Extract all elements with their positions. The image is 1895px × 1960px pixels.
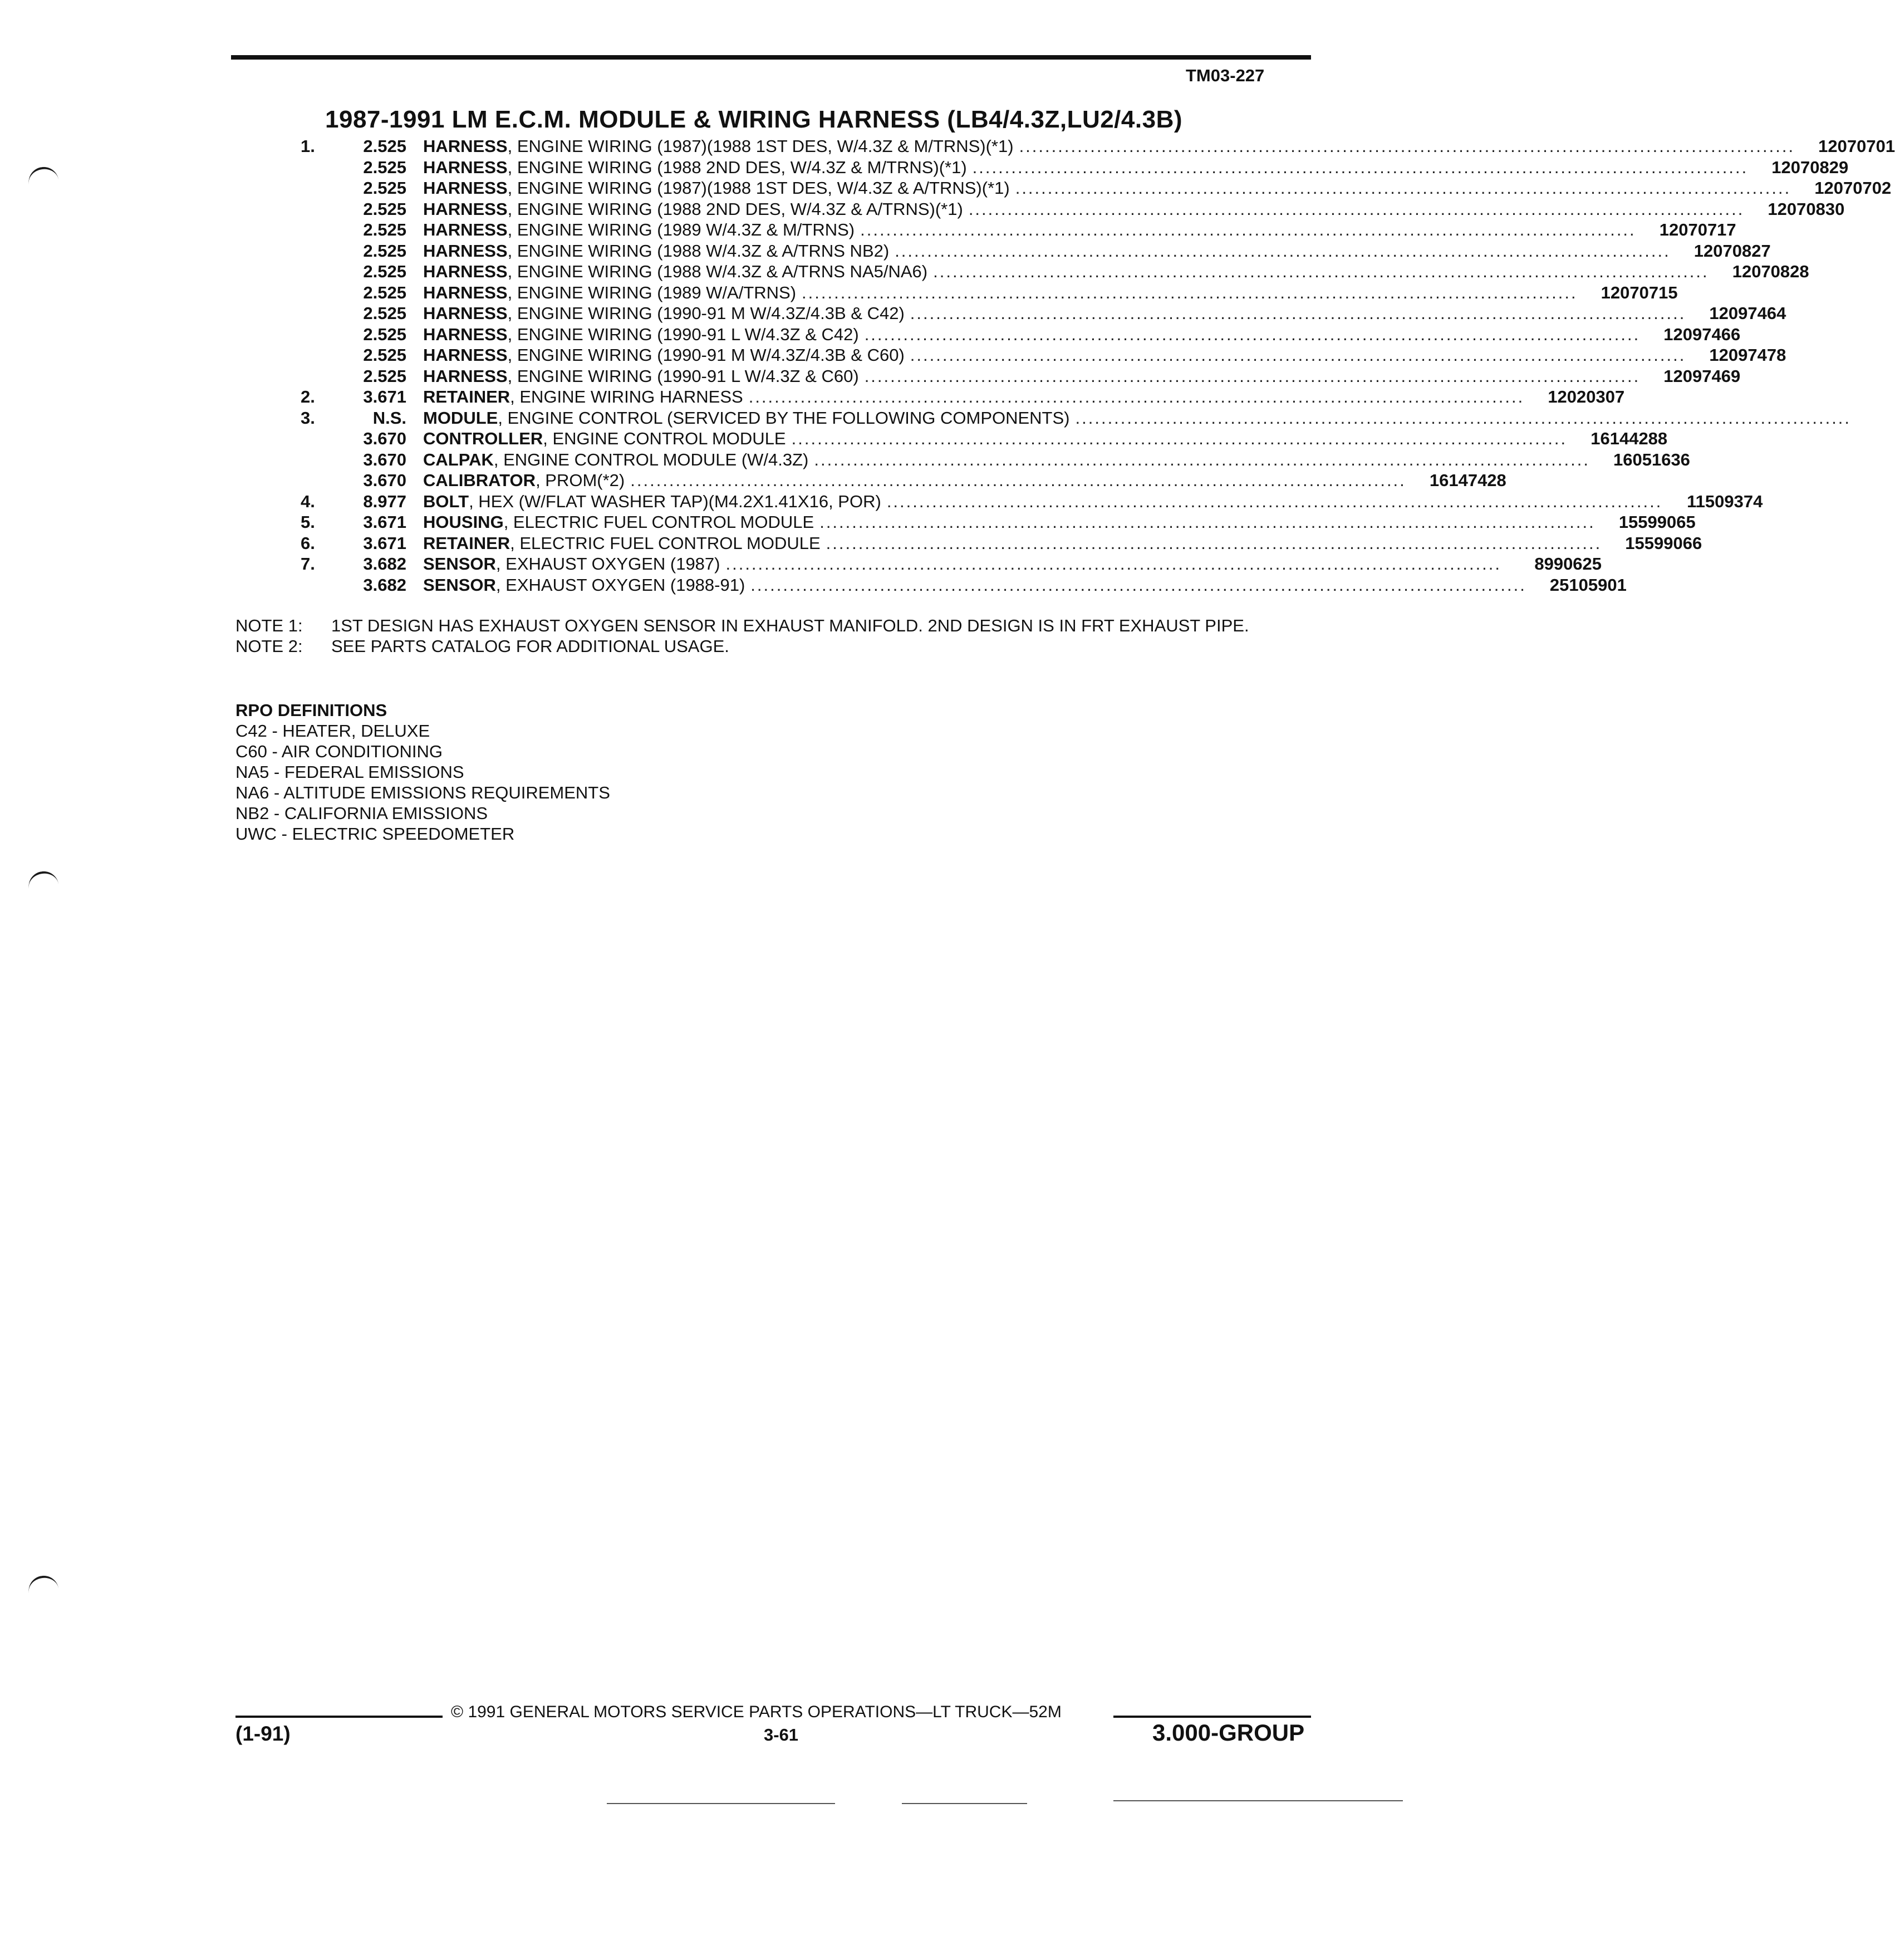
parts-row bbox=[301, 366, 1741, 388]
part-description: , ENGINE WIRING (1988 W/4.3Z & A/TRNS NB2) bbox=[507, 241, 890, 261]
part-name: RETAINER bbox=[423, 533, 510, 553]
scan-artifact-line bbox=[607, 1803, 835, 1804]
part-description: , ENGINE WIRING (1989 W/A/TRNS) bbox=[507, 282, 797, 302]
leader-dots: ........................................................................................................................ bbox=[791, 429, 1568, 448]
page-number: 3-61 bbox=[764, 1725, 799, 1745]
leader-dots: ........................................................................................................................ bbox=[1075, 408, 1852, 428]
part-name: CALPAK bbox=[423, 449, 494, 469]
part-description: , ENGINE WIRING (1990-91 L W/4.3Z & C42) bbox=[507, 324, 859, 344]
part-number: 15599066 bbox=[1625, 533, 1702, 553]
parts-row bbox=[301, 554, 1602, 575]
top-rule bbox=[231, 55, 1311, 60]
parts-row bbox=[301, 282, 1678, 304]
leader-dots: ........................................................................................................................ bbox=[886, 491, 1663, 511]
leader-dots: ........................................................................................................................ bbox=[750, 575, 1526, 595]
part-name: HARNESS bbox=[423, 282, 508, 302]
rpo-item: NA6 - ALTITUDE EMISSIONS REQUIREMENTS bbox=[235, 783, 610, 802]
note bbox=[235, 615, 1293, 636]
part-name: HARNESS bbox=[423, 345, 508, 365]
parts-row bbox=[301, 491, 1763, 513]
part-number: 12097464 bbox=[1709, 303, 1786, 323]
part-description: , EXHAUST OXYGEN (1987) bbox=[495, 554, 720, 574]
note bbox=[235, 636, 1293, 656]
group-number: 2.525 bbox=[363, 324, 406, 344]
part-number: 12070715 bbox=[1601, 282, 1678, 302]
leader-dots: ........................................................................................................................ bbox=[972, 157, 1749, 177]
part-number: 12070701 bbox=[1818, 136, 1895, 156]
part-number: 12070829 bbox=[1771, 157, 1849, 177]
leader-dots: ........................................................................................................................ bbox=[1015, 178, 1791, 198]
rpo-item: NB2 - CALIFORNIA EMISSIONS bbox=[235, 803, 488, 823]
part-number: 8990625 bbox=[1534, 554, 1602, 574]
group-number: 3.670 bbox=[363, 471, 406, 490]
rpo-item: C42 - HEATER, DELUXE bbox=[235, 721, 430, 741]
note-text: SEE PARTS CATALOG FOR ADDITIONAL USAGE. bbox=[331, 636, 729, 656]
part-description: , ENGINE WIRING (1987)(1988 1ST DES, W/4.3Z & A/TRNS)(*1) bbox=[507, 178, 1010, 198]
parts-row bbox=[301, 387, 1625, 408]
part-number: 12070717 bbox=[1659, 220, 1736, 239]
page-title: 1987-1991 LM E.C.M. MODULE & WIRING HARNESS (LB4/4.3Z,LU2/4.3B) bbox=[325, 106, 1183, 133]
part-name: HARNESS bbox=[423, 220, 508, 239]
part-description: , ENGINE WIRING (1990-91 M W/4.3Z/4.3B & C60) bbox=[507, 345, 905, 365]
group-number: 2.525 bbox=[363, 136, 406, 156]
binder-hole-mark bbox=[27, 1574, 59, 1595]
part-number: 12070827 bbox=[1693, 241, 1771, 261]
note-label: NOTE 2: bbox=[235, 636, 303, 656]
group-number: 3.682 bbox=[363, 554, 406, 574]
group-number: 3.682 bbox=[363, 575, 406, 595]
parts-row bbox=[301, 136, 1895, 158]
parts-row bbox=[301, 178, 1892, 199]
part-description: , HEX (W/FLAT WASHER TAP)(M4.2X1.41X16, POR) bbox=[469, 491, 881, 511]
group-number: 2.525 bbox=[363, 282, 406, 302]
item-index: 1. bbox=[301, 136, 315, 156]
group-number: 3.671 bbox=[363, 533, 406, 553]
footer-rule-left bbox=[235, 1716, 443, 1718]
part-number: 16147428 bbox=[1429, 471, 1506, 490]
parts-row bbox=[301, 471, 1506, 492]
item-index: 7. bbox=[301, 554, 315, 574]
footer-rule-right bbox=[1113, 1716, 1311, 1718]
parts-row bbox=[301, 157, 1849, 179]
item-index: 5. bbox=[301, 512, 315, 532]
notes-section bbox=[235, 615, 1293, 656]
binder-hole-mark bbox=[27, 869, 59, 891]
scan-artifact-line bbox=[1113, 1800, 1403, 1801]
part-number: 12020307 bbox=[1548, 387, 1625, 406]
leader-dots: ........................................................................................................................ bbox=[968, 199, 1745, 219]
part-number: 12070702 bbox=[1814, 178, 1892, 198]
part-name: HARNESS bbox=[423, 178, 508, 198]
part-name: CALIBRATOR bbox=[423, 471, 536, 490]
part-description: , ENGINE WIRING HARNESS bbox=[510, 387, 743, 406]
leader-dots: ........................................................................................................................ bbox=[864, 366, 1641, 386]
part-description: , ENGINE WIRING (1989 W/4.3Z & M/TRNS) bbox=[507, 220, 855, 239]
parts-row bbox=[301, 303, 1786, 325]
group-number: 2.525 bbox=[363, 157, 406, 177]
parts-row bbox=[301, 345, 1786, 366]
group-number: 2.525 bbox=[363, 241, 406, 261]
part-number: 12097466 bbox=[1663, 324, 1741, 344]
leader-dots: ........................................................................................................................ bbox=[910, 303, 1686, 323]
item-index: 6. bbox=[301, 533, 315, 553]
group-number: 3.670 bbox=[363, 429, 406, 448]
group-number: 2.525 bbox=[363, 199, 406, 219]
part-number: 15599065 bbox=[1618, 512, 1696, 532]
group-number: 2.525 bbox=[363, 220, 406, 239]
group-number: 2.525 bbox=[363, 366, 406, 386]
leader-dots: ........................................................................................................................ bbox=[748, 387, 1525, 406]
part-description: , ENGINE WIRING (1990-91 M W/4.3Z/4.3B & C42) bbox=[507, 303, 905, 323]
group-number: 2.525 bbox=[363, 178, 406, 198]
part-name: HARNESS bbox=[423, 157, 508, 177]
part-description: , ENGINE CONTROL (SERVICED BY THE FOLLOWING COMPONENTS) bbox=[498, 408, 1070, 428]
parts-row bbox=[301, 324, 1741, 346]
parts-row bbox=[301, 449, 1690, 471]
part-description: , ENGINE WIRING (1990-91 L W/4.3Z & C60) bbox=[507, 366, 859, 386]
part-name: MODULE bbox=[423, 408, 498, 428]
part-name: SENSOR bbox=[423, 554, 496, 574]
part-name: HARNESS bbox=[423, 366, 508, 386]
parts-list bbox=[301, 136, 1895, 596]
rpo-item: C60 - AIR CONDITIONING bbox=[235, 742, 443, 761]
part-number: 25105901 bbox=[1549, 575, 1627, 595]
part-description: , ENGINE WIRING (1988 2ND DES, W/4.3Z & M/TRNS)(*1) bbox=[507, 157, 967, 177]
group-number: 2.525 bbox=[363, 303, 406, 323]
part-description: , ENGINE CONTROL MODULE (W/4.3Z) bbox=[493, 449, 809, 469]
parts-row bbox=[301, 241, 1771, 262]
part-name: HARNESS bbox=[423, 136, 508, 156]
parts-row bbox=[301, 575, 1627, 596]
copyright-line: © 1991 GENERAL MOTORS SERVICE PARTS OPERATIONS—LT TRUCK—52M bbox=[451, 1703, 1062, 1721]
part-number: 12097469 bbox=[1663, 366, 1741, 386]
part-name: SENSOR bbox=[423, 575, 496, 595]
group-number: 8.977 bbox=[363, 491, 406, 511]
group-number: 3.671 bbox=[363, 387, 406, 406]
parts-row bbox=[301, 533, 1702, 555]
footer-date: (1-91) bbox=[235, 1722, 291, 1745]
part-number: 12097478 bbox=[1709, 345, 1786, 365]
part-number: 16051636 bbox=[1613, 449, 1690, 469]
leader-dots: ........................................................................................................................ bbox=[725, 554, 1502, 574]
rpo-item: NA5 - FEDERAL EMISSIONS bbox=[235, 762, 464, 782]
parts-row bbox=[301, 262, 1809, 283]
leader-dots: ........................................................................................................................ bbox=[860, 220, 1636, 239]
part-name: HARNESS bbox=[423, 199, 508, 219]
group-number: 3.670 bbox=[363, 449, 406, 469]
part-number: 12070830 bbox=[1768, 199, 1845, 219]
rpo-definitions bbox=[235, 700, 610, 844]
item-index: 3. bbox=[301, 408, 315, 428]
parts-row bbox=[301, 408, 1852, 429]
leader-dots: ........................................................................................................................ bbox=[819, 512, 1595, 532]
part-name: CONTROLLER bbox=[423, 429, 543, 448]
item-index: 4. bbox=[301, 491, 315, 511]
binder-hole-mark bbox=[27, 165, 59, 187]
part-name: HARNESS bbox=[423, 241, 508, 261]
leader-dots: ........................................................................................................................ bbox=[895, 241, 1671, 261]
leader-dots: ........................................................................................................................ bbox=[802, 282, 1578, 302]
item-index: 2. bbox=[301, 387, 315, 406]
part-description: , ENGINE WIRING (1988 W/4.3Z & A/TRNS NA5/NA6) bbox=[507, 262, 928, 281]
part-description: , ELECTRIC FUEL CONTROL MODULE bbox=[510, 533, 821, 553]
part-description: , ELECTRIC FUEL CONTROL MODULE bbox=[503, 512, 814, 532]
part-number: 16144288 bbox=[1590, 429, 1668, 448]
footer-group: 3.000-GROUP bbox=[1152, 1719, 1305, 1746]
leader-dots: ........................................................................................................................ bbox=[1019, 136, 1795, 156]
leader-dots: ........................................................................................................................ bbox=[910, 345, 1686, 365]
rpo-heading: RPO DEFINITIONS bbox=[235, 700, 387, 720]
document-code: TM03-227 bbox=[1186, 66, 1265, 85]
leader-dots: ........................................................................................................................ bbox=[933, 262, 1709, 281]
part-name: HOUSING bbox=[423, 512, 504, 532]
part-name: HARNESS bbox=[423, 324, 508, 344]
part-name: HARNESS bbox=[423, 303, 508, 323]
note-text: 1ST DESIGN HAS EXHAUST OXYGEN SENSOR IN EXHAUST MANIFOLD. 2ND DESIGN IS IN FRT EXHAUST PIPE. bbox=[331, 616, 1249, 635]
part-name: HARNESS bbox=[423, 262, 508, 281]
parts-row bbox=[301, 429, 1668, 450]
part-name: RETAINER bbox=[423, 387, 510, 406]
part-number: 11509374 bbox=[1687, 491, 1763, 511]
group-number: 2.525 bbox=[363, 345, 406, 365]
group-number: N.S. bbox=[372, 408, 406, 428]
part-description: , ENGINE WIRING (1988 2ND DES, W/4.3Z & A/TRNS)(*1) bbox=[507, 199, 963, 219]
parts-row bbox=[301, 512, 1696, 533]
leader-dots: ........................................................................................................................ bbox=[826, 533, 1602, 553]
part-description: , ENGINE CONTROL MODULE bbox=[543, 429, 786, 448]
part-description: , PROM(*2) bbox=[536, 471, 625, 490]
parts-row bbox=[301, 199, 1845, 220]
part-name: BOLT bbox=[423, 491, 469, 511]
leader-dots: ........................................................................................................................ bbox=[814, 449, 1590, 469]
parts-row bbox=[301, 220, 1736, 241]
part-description: , ENGINE WIRING (1987)(1988 1ST DES, W/4.3Z & M/TRNS)(*1) bbox=[507, 136, 1014, 156]
leader-dots: ........................................................................................................................ bbox=[630, 471, 1406, 490]
group-number: 3.671 bbox=[363, 512, 406, 532]
group-number: 2.525 bbox=[363, 262, 406, 281]
scan-artifact-line bbox=[902, 1803, 1027, 1804]
leader-dots: ........................................................................................................................ bbox=[864, 324, 1641, 344]
part-description: , EXHAUST OXYGEN (1988-91) bbox=[495, 575, 745, 595]
rpo-item: UWC - ELECTRIC SPEEDOMETER bbox=[235, 824, 515, 844]
note-label: NOTE 1: bbox=[235, 616, 303, 635]
part-number: 12070828 bbox=[1732, 262, 1809, 281]
